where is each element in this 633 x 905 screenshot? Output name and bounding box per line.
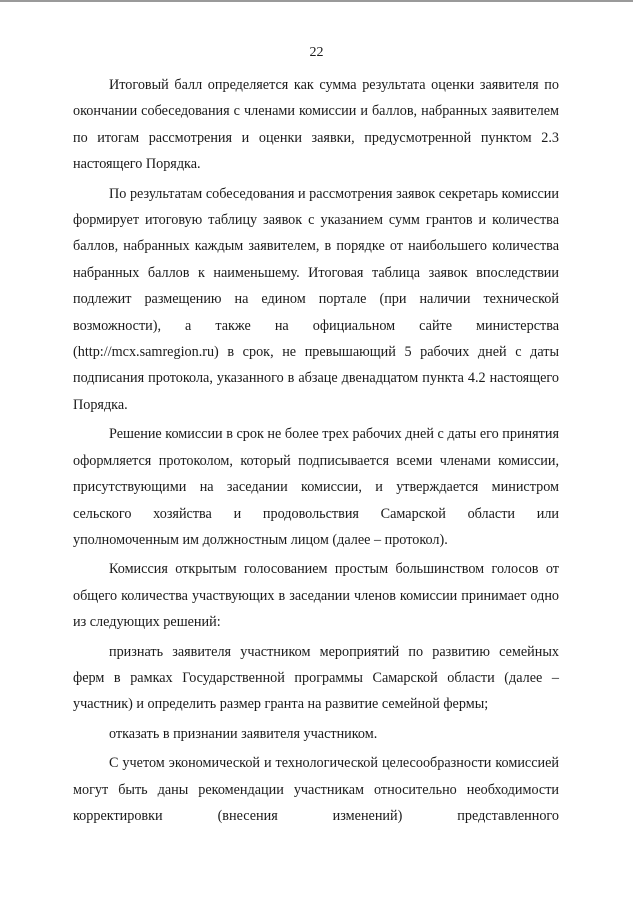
paragraph-recommendations: С учетом экономической и технологической целесообразности комиссией могут быть даны рекомендации участникам относительно необходимости корректировки (внесения изменений) представленного — [73, 755, 559, 824]
page-top-edge — [0, 0, 633, 2]
document-body — [73, 72, 559, 832]
page-number: 22 — [309, 45, 324, 60]
paragraph-results-table: По результатам собеседования и рассмотрения заявок секретарь комиссии формирует итоговую таблицу заявок с указанием сумм грантов и количества баллов, набранных каждым заявителем, в порядке от наибольшего количества набранных баллов к наименьшему. Итоговая таблица заявок впоследствии подлежит размещению на едином портале (при наличии технической возможности), а также на официальном сайте министерства (http://mcx.samregion.ru) в срок, не превышающий 5 рабочих дней с даты подписания протокола, указанного в абзаце двенадцатом пункта 4.2 настоящего Порядка. — [73, 185, 559, 413]
paragraph-final-score: Итоговый балл определяется как сумма результата оценки заявителя по окончании собеседования с членами комиссии и баллов, набранных заявителем по итогам рассмотрения и оценки заявки, предусмотренной пунктом 2.3 настоящего Порядка. — [73, 77, 559, 173]
paragraph-commission-decision: Решение комиссии в срок не более трех рабочих дней с даты его принятия оформляется протоколом, который подписывается всеми членами комиссии, присутствующими на заседании комиссии, и утверждается министром сельского хозяйства и продовольствия Самарской области или уполномоченным им должностным лицом (далее – протокол). — [73, 426, 559, 548]
paragraph-voting: Комиссия открытым голосованием простым большинством голосов от общего количества участвующих в заседании членов комиссии принимает одно из следующих решений: — [73, 561, 559, 631]
paragraph-decision-admit: признать заявителя участником мероприятий по развитию семейных ферм в рамках Государственной программы Самарской области (далее – участник) и определить размер гранта на развитие семейной фермы; — [73, 643, 559, 713]
paragraph-decision-refuse: отказать в признании заявителя участником. — [109, 725, 378, 742]
